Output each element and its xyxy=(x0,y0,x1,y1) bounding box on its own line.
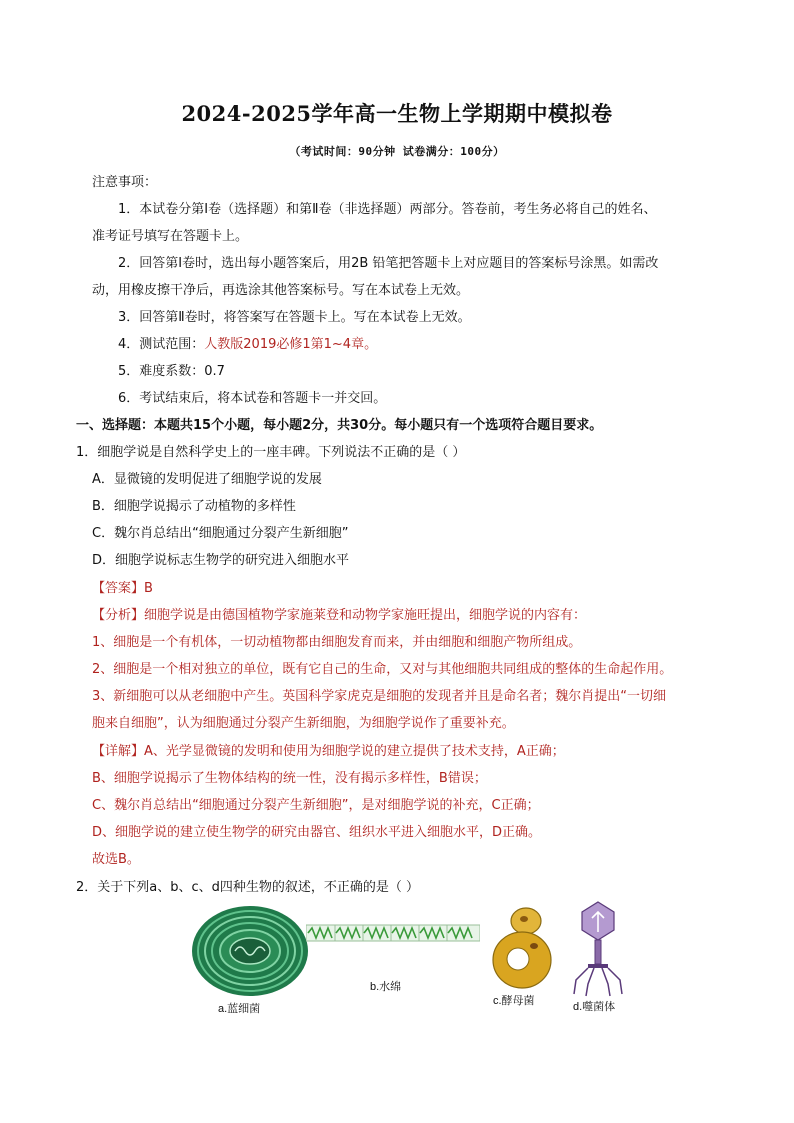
caption-a: a.蓝细菌 xyxy=(218,1003,261,1015)
cyanobacterium-image xyxy=(190,904,310,998)
q1-analysis-3b: 胞来自细胞”，认为细胞通过分裂产生新细胞，为细胞学说作了重要补充。 xyxy=(92,716,515,731)
q2-figure xyxy=(180,900,630,1020)
q1-answer: 【答案】B xyxy=(92,581,153,596)
note-3: 3．回答第Ⅱ卷时，将答案写在答题卡上。写在本试卷上无效。 xyxy=(118,310,471,325)
notes-heading: 注意事项： xyxy=(92,175,158,190)
q1-detail-d: D、细胞学说的建立使生物学的研究由器官、组织水平进入细胞水平，D正确。 xyxy=(92,825,542,840)
spirogyra-image xyxy=(306,922,480,944)
note-5: 5．难度系数：0.7 xyxy=(118,364,225,379)
q1-option-b: B．细胞学说揭示了动植物的多样性 xyxy=(92,499,296,514)
q1-analysis: 【分析】细胞学说是由德国植物学家施莱登和动物学家施旺提出，细胞学说的内容有： xyxy=(92,608,587,623)
q1-detail-b: B、细胞学说揭示了生物体结构的统一性，没有揭示多样性，B错误； xyxy=(92,771,487,786)
q1-option-d: D．细胞学说标志生物学的研究进入细胞水平 xyxy=(92,553,350,568)
caption-c: c.酵母菌 xyxy=(493,995,535,1007)
q1-analysis-2: 2、细胞是一个相对独立的单位，既有它自己的生命，又对与其他细胞共同组成的整体的生命起作用。 xyxy=(92,662,673,677)
note-4 xyxy=(118,333,377,352)
q1-option-c: C．魏尔肖总结出“细胞通过分裂产生新细胞” xyxy=(92,526,349,541)
note-4-value: 人教版2019必修1第1~4章。 xyxy=(204,337,378,352)
note-2b: 动，用橡皮擦干净后，再选涂其他答案标号。写在本试卷上无效。 xyxy=(92,283,470,298)
section-heading: 一、选择题：本题共15个小题，每小题2分，共30分。每小题只有一个选项符合题目要求。 xyxy=(76,418,603,433)
q1-option-a: A．显微镜的发明促进了细胞学说的发展 xyxy=(92,472,322,487)
q1-detail: 【详解】A、光学显微镜的发明和使用为细胞学说的建立提供了技术支持，A正确； xyxy=(92,744,565,759)
yeast-image xyxy=(490,904,554,990)
q1-analysis-3a: 3、新细胞可以从老细胞中产生。英国科学家虎克是细胞的发现者并且是命名者；魏尔肖提出“一切细 xyxy=(92,689,667,704)
bacteriophage-image xyxy=(570,900,626,998)
note-2a: 2．回答第Ⅰ卷时，选出每小题答案后，用2B 铅笔把答题卡上对应题目的答案标号涂黑。如需改 xyxy=(118,256,659,271)
note-1b: 准考证号填写在答题卡上。 xyxy=(92,229,249,244)
page-title: 2024-2025学年高一生物上学期期中模拟卷 xyxy=(181,101,613,126)
q1-analysis-1: 1、细胞是一个有机体，一切动植物都由细胞发育而来，并由细胞和细胞产物所组成。 xyxy=(92,635,582,650)
note-4-prefix: 4．测试范围： xyxy=(118,337,205,352)
q1-detail-c: C、魏尔肖总结出“细胞通过分裂产生新细胞”，是对细胞学说的补充，C正确； xyxy=(92,798,540,813)
note-6: 6．考试结束后，将本试卷和答题卡一并交回。 xyxy=(118,391,387,406)
note-1a: 1．本试卷分第Ⅰ卷（选择题）和第Ⅱ卷（非选择题）两部分。答卷前，考生务必将自己的姓名、 xyxy=(118,202,657,217)
q1-stem: 1．细胞学说是自然科学史上的一座丰碑。下列说法不正确的是（ ） xyxy=(76,445,466,460)
caption-b: b.水绵 xyxy=(370,981,402,993)
q1-conclusion: 故选B。 xyxy=(92,852,140,867)
exam-info: （考试时间：90分钟 试卷满分：100分） xyxy=(289,145,505,158)
q2-stem: 2．关于下列a、b、c、d四种生物的叙述，不正确的是（ ） xyxy=(76,880,420,895)
caption-d: d.噬菌体 xyxy=(573,1001,616,1013)
